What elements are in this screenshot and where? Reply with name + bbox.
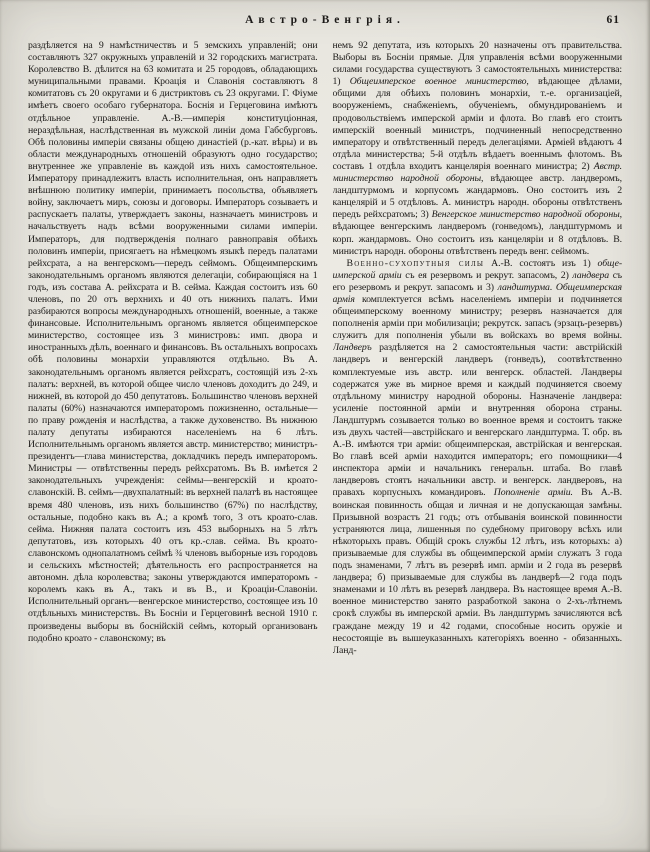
text-run: раздѣляется на 2 самостоятельныя части: австрійскій ландверъ и венгерскій ландверъ (гонведъ), соотвѣтственно комплектуемые изъ австр. или венгерск. областей. Ландверы содержатся уже въ мирное время и каждый подчиняется своему отдѣльному министру народной обороны. Назначеніе ландвера: усиленіе постоянной арміи и внутренняя оборона страны. Ландштурмъ созывается только во военное время и состоитъ также изъ двухъ частей—австрійскаго и венгерскаго ландштурма. Т. обр. въ А.-В. имѣются три арміи: общеимперская, австрійская и венгерская. Во главѣ всей арміи находится императоръ; его помощники—4 инспектора арміи и начальникъ генеральн. штаба. Во главѣ ландверовъ стоятъ начальники австр. и венгерск. ландверовъ, на правахъ корпусныхъ командировъ.	[332, 342, 622, 499]
text-run: ландштурма	[497, 281, 550, 293]
text-run: Общеимперская армія	[332, 281, 622, 305]
text-run: , вѣдающее австр. ландверомъ, ландштурмомъ и корпусомъ жандармовъ. Оно состоитъ изъ 2 канцелярій и 5 отдѣловъ. А. министръ народн. обороны отвѣтственъ передъ рейхсратомъ; 3)	[332, 173, 622, 221]
right-column	[333, 40, 623, 847]
paragraph	[333, 258, 623, 657]
text-run: ландвера	[572, 269, 610, 281]
paragraph	[28, 40, 318, 645]
text-run: А.-В. состоятъ изъ 1)	[484, 257, 598, 269]
page-title: Австро-Венгрія.	[245, 14, 405, 26]
text-run: немъ 92 депутата, изъ которыхъ 20 назначены отъ правительства. Выборы въ Босніи прямые. Для управленія всѣми вооруженными силами государства существуютъ 3 самостоятельныхъ министерства: 1)	[332, 40, 622, 88]
text-run: обще-имперской арміи	[332, 257, 622, 281]
text-run: Венгерское министерство народной обороны	[431, 209, 620, 221]
text-run: съ ея резервомъ и рекрут. запасомъ, 2)	[401, 269, 573, 281]
text-run: .	[549, 281, 556, 293]
text-run: Въ А.-В. воинская повинность общая и личная и не допускающая замѣны. Призывной возрастъ 21 годъ; отъ отбыванія воинской повинности устраняются лица, лишенныя по судебному приговору всѣхъ или нѣкоторыхъ правъ. Общій срокъ службы 12 лѣтъ, изъ которыхъ: а) призываемые для службы въ общеимперской арміи служатъ 3 года подъ знаменами, 7 лѣтъ въ резервѣ имп. арміи и 2 года въ резервѣ ландвера; б) призываемые для службы въ ландверѣ—2 года подъ знаменами и 10 лѣтъ въ резервѣ ландвера. Въ настоящее время А.-В. военное министерство занято разработкой закона о 2-хъ-лѣтнемъ срокѣ службы въ имперской арміи. Въ ландштурмъ зачисляются всѣ граждане между 19 и 42 годами, способные носить оружіе и несостоящіе въ вышеуказанныхъ категоріяхъ военно - обязанныхъ. Ланд-	[332, 487, 622, 656]
text-run: съ его резервомъ и рекрут. запасомъ и 3)	[332, 269, 622, 293]
text-run: , вѣдающее дѣлами, общими для обѣихъ половинъ монархіи, т.-е. организаціей, вооруженіемъ, снабженіемъ, обученіемъ, обмундированіемъ и продовольствіемъ имперской арміи и флота. Во главѣ его стоитъ имперскій военный министръ, подчиненный непосредственно императору и отвѣтственный передъ делегаціями. Арміей вѣдаютъ 4 отдѣла министерства; 5-й отдѣлъ вѣдаетъ военнымъ флотомъ. Въ составъ 1 отдѣла входитъ канцелярія военнаго министра; 2)	[332, 76, 622, 172]
text-columns	[28, 40, 622, 847]
left-column	[28, 40, 318, 847]
text-run: Ландверъ	[332, 342, 372, 354]
page-header	[30, 14, 620, 32]
text-run: Военно-сухопутныя силы	[346, 257, 485, 269]
text-run: комплектуется всѣмъ населеніемъ имперіи и подчиняется общеимперскому военному министру; резервъ назначается для пополненія арміи при мобилизаціи; рекрутск. запасъ (эрзацъ-резервъ) служитъ для пополненія убыли въ войскахъ во время войны.	[332, 293, 622, 342]
text-run: Общеимперское военное министерство	[349, 76, 527, 88]
text-run: раздѣляется на 9 намѣстничествъ и 5 земскихъ управленій; они составляютъ 327 окружныхъ управленій и 32 городскихъ магистрата. Королевство В. дѣлится на 63 комитата и 25 городовъ, обладающихъ муниципальными правами. Кроація и Славонія составляютъ 8 комитатовъ съ 20 округами и 6 дистриктовъ съ 23 округами. Г. Фіуме имѣетъ своего особаго губернатора. Боснія и Герцеговина имѣютъ отдѣльное управленіе. А.-В.—имперія конституціонная, нераздѣльная, наслѣдственная въ мужской линіи дома Габсбурговъ. Обѣ половины имперіи связаны общею династіей (р.-кат. вѣры) и въ области международныхъ отношеній образуютъ одно государство; внутреннее же управленіе въ каждой изъ нихъ самостоятельное. Императору принадлежитъ власть исполнительная, онъ направляетъ внѣшнюю политику имперіи, принимаетъ посольства, объявляетъ войну, заключаетъ миръ, союзы и договоры. Императоръ созываетъ и распускаетъ палаты, утверждаетъ законы, назначаетъ министровъ и начальствуетъ надъ всѣми вооруженными силами имперіи. Императоръ, для подтвержденія полнаго равноправія обѣихъ половинъ имперіи, присягаетъ на нѣмецкомъ языкѣ передъ палатами рейхсрата, а на венгерскомъ—передъ сеймомъ. Общеимперскимъ законодательнымъ органомъ являются делегаціи, собирающіяся на 1 годъ, изъ состава А. рейхсрата и В. сейма. Каждая состоитъ изъ 60 членовъ, по 20 отъ верхнихъ и 40 отъ нижнихъ палатъ. Ими разбираются вопросы международныхъ отношеній, военные, а также финансовые. Исполнительнымъ органомъ является общеимперское министерство, состоящее изъ 3 министровъ: имп. двора и иностранныхъ дѣлъ, военнаго и финансовъ. Въ остальныхъ вопросахъ обѣ половины монархіи управляются отдѣльно. Въ А. законодательнымъ органомъ является рейхсратъ, состоящій изъ 2-хъ палатъ: верхней, въ которой общее число членовъ доходитъ до 249, и нижней, въ которой до 450 депутатовъ. Большинство членовъ верхней палаты (60%) назначаются императоромъ пожизненно, остальные—по праву рожденія и наслѣдства, а также духовенство. Въ нижнюю палату депутаты избираются населеніемъ на 6 лѣтъ. Исполнительнымъ органомъ является австр. министерство; министръ-президентъ—глава министерства, докладчикъ передъ императоромъ. Министры — отвѣтственны передъ рейхсратомъ. Въ В. имѣется 2 законодательныхъ учрежденія: сеймы—венгерскій и кроато-славонскій. В. сеймъ—двухпалатный: въ верхней палатѣ въ настоящее время 480 членовъ, изъ нихъ большинство (67%) по наслѣдству, остальные, подобно какъ въ А.; а кромѣ того, 3 отъ кроато-слав. сейма. Нижняя палата состоитъ изъ 453 выборныхъ на 5 лѣтъ депутатовъ, изъ которыхъ 40 отъ кр.-слав. сейма. Въ кроато-славонскомъ однопалатномъ сеймѣ ¾ членовъ выборные изъ городовъ и сельскихъ мѣстностей; дѣятельность его распространяется на автономн. дѣла королевства; законы утверждаются императоромъ - королемъ какъ въ А., такъ и въ В., и Кроаціи-Славоніи. Исполнительный органъ—венгерское министерство, состоящее изъ 10 отдѣльныхъ министерствъ. Въ Босніи и Герцеговинѣ весной 1910 г. произведены выборы въ боснійскій сеймъ, который организованъ подобно кроато - славонскому; въ	[28, 40, 318, 644]
paragraph	[333, 40, 623, 258]
page-number: 61	[606, 14, 620, 26]
text-run: Пополненіе арміи.	[493, 487, 573, 499]
text-run: , вѣдающее венгерскимъ ландверомъ (гонведомъ), ландштурмомъ и корп. жандармовъ. Оно состоитъ изъ канцеляріи и 8 отдѣловъ. В. министръ народн. обороны отвѣтственъ передъ венг. сеймомъ.	[332, 209, 622, 257]
text-run: Австр. министерство народной обороны	[332, 160, 622, 185]
